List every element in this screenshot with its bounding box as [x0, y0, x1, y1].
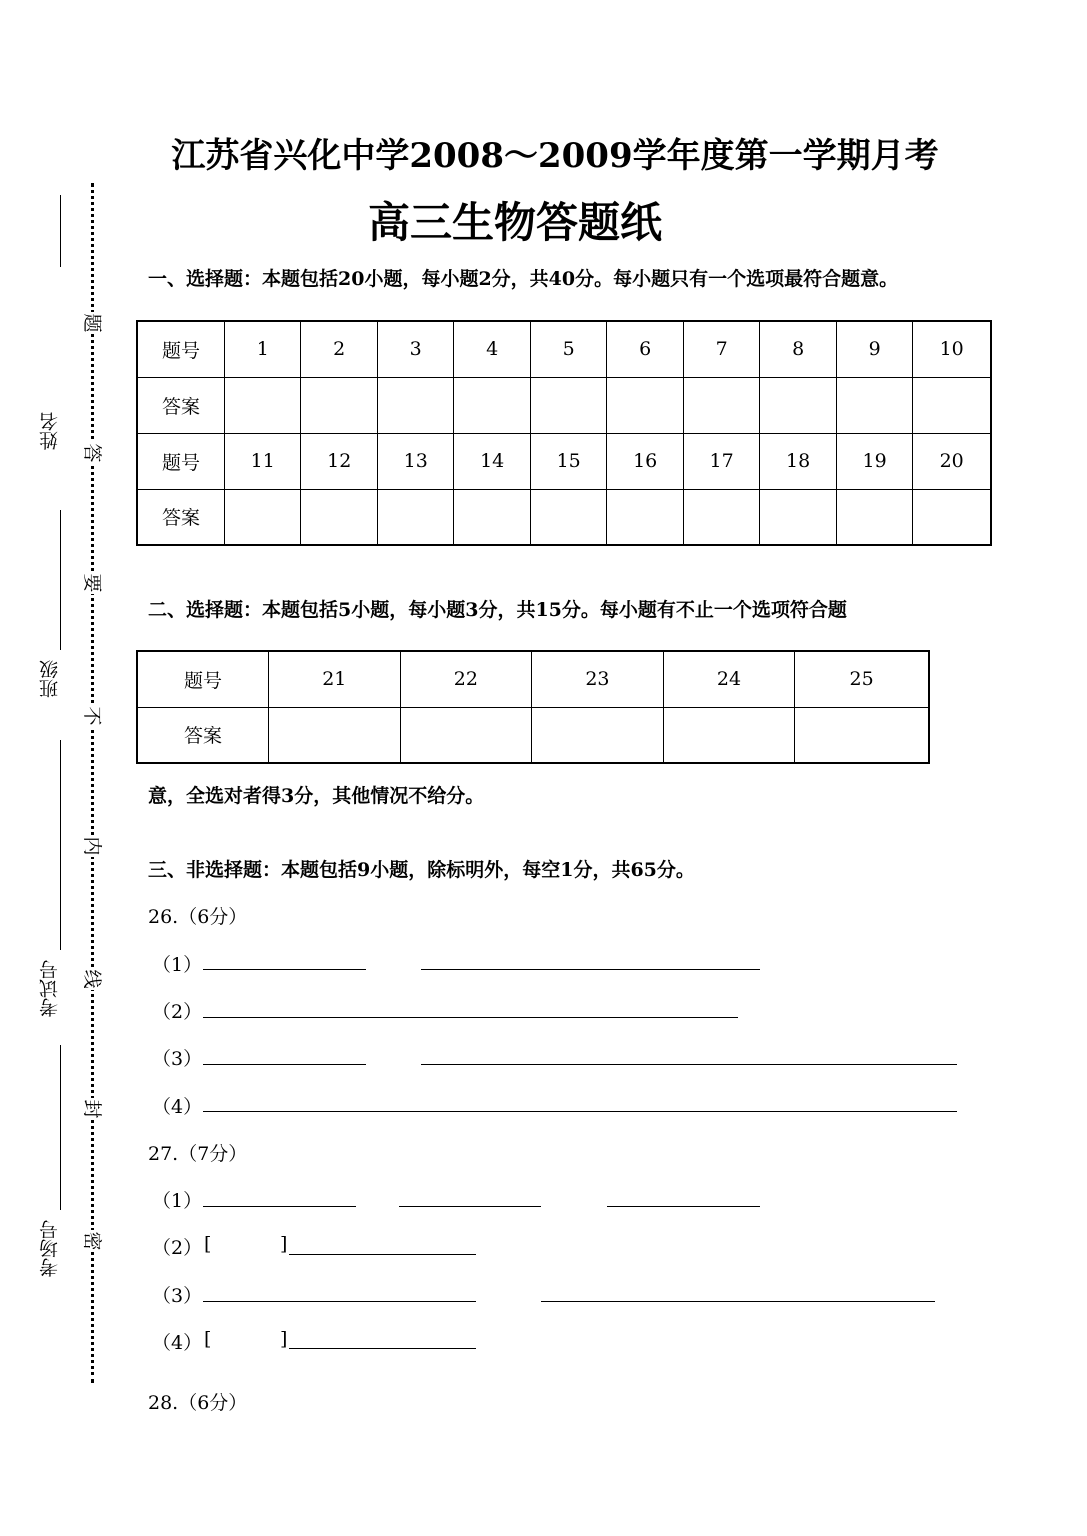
- field-exam-number: 考试号: [39, 960, 61, 1017]
- question-number-cell: 22: [400, 651, 532, 707]
- question-number-cell: 17: [683, 433, 759, 489]
- section2-answer-table: [136, 650, 930, 764]
- question-number-cell: 14: [454, 433, 530, 489]
- question-number-cell: 9: [836, 321, 912, 377]
- answer-cell[interactable]: [663, 707, 795, 763]
- q26-part-3-label: （3）: [152, 1048, 203, 1070]
- field-line-4: [60, 1045, 61, 1210]
- q27-2-blank[interactable]: [289, 1254, 476, 1255]
- answer-cell[interactable]: [225, 377, 301, 433]
- section3-heading: 三、非选择题：本题包括9小题，除标明外，每空1分，共65分。: [148, 859, 695, 881]
- field-class: 班级: [39, 660, 61, 698]
- answer-cell[interactable]: [454, 489, 530, 545]
- binding-dotted-line: [91, 183, 94, 1383]
- q27-2-bracket-open: [: [204, 1233, 212, 1255]
- q26-4-blank[interactable]: [203, 1111, 957, 1112]
- page-subtitle: 高三生物答题纸: [367, 198, 662, 247]
- q27-4-blank[interactable]: [289, 1348, 476, 1349]
- warning-char: 题: [81, 313, 103, 333]
- question-number-cell: 5: [530, 321, 606, 377]
- q26-part-2-label: （2）: [152, 1001, 203, 1023]
- answer-cell[interactable]: [607, 489, 683, 545]
- question-number-cell: 25: [795, 651, 929, 707]
- q26-1-blank-a[interactable]: [203, 969, 366, 970]
- field-line-2: [60, 510, 61, 650]
- question-number-cell: 12: [301, 433, 377, 489]
- answer-cell[interactable]: [377, 377, 453, 433]
- q26-part-4-label: （4）: [152, 1096, 203, 1118]
- answer-cell[interactable]: [836, 489, 912, 545]
- answer-cell[interactable]: [683, 377, 759, 433]
- section1-heading: 一、选择题：本题包括20小题，每小题2分，共40分。每小题只有一个选项最符合题意。: [148, 268, 899, 290]
- question-number-cell: 3: [377, 321, 453, 377]
- label-answer: 答案: [137, 707, 269, 763]
- q27-1-blank-a[interactable]: [203, 1206, 356, 1207]
- question-number-cell: 6: [607, 321, 683, 377]
- question-number-cell: 1: [225, 321, 301, 377]
- answer-cell[interactable]: [269, 707, 401, 763]
- warning-char: 要: [81, 573, 103, 593]
- question-number-cell: 24: [663, 651, 795, 707]
- answer-cell[interactable]: [913, 489, 991, 545]
- q26-2-blank[interactable]: [203, 1017, 738, 1018]
- question-number-cell: 10: [913, 321, 991, 377]
- section2-heading: 二、选择题：本题包括5小题，每小题3分，共15分。每小题有不止一个选项符合题: [148, 599, 847, 621]
- warning-char: 密: [81, 1231, 103, 1251]
- q28-title: 28.（6分）: [148, 1392, 248, 1414]
- q27-1-blank-c[interactable]: [607, 1206, 760, 1207]
- answer-cell[interactable]: [607, 377, 683, 433]
- label-question-number: 题号: [137, 321, 225, 377]
- q26-3-blank-a[interactable]: [203, 1064, 366, 1065]
- question-number-cell: 11: [225, 433, 301, 489]
- q26-1-blank-b[interactable]: [421, 969, 760, 970]
- warning-char: 线: [81, 969, 103, 989]
- q27-4-bracket-close: ]: [280, 1328, 288, 1350]
- answer-cell[interactable]: [301, 377, 377, 433]
- question-number-cell: 15: [530, 433, 606, 489]
- answer-cell[interactable]: [683, 489, 759, 545]
- q27-3-blank-a[interactable]: [203, 1301, 476, 1302]
- answer-cell[interactable]: [530, 377, 606, 433]
- warning-char: 答: [81, 443, 103, 463]
- warning-char: 不: [81, 706, 103, 726]
- question-number-cell: 19: [836, 433, 912, 489]
- question-number-cell: 21: [269, 651, 401, 707]
- field-name: 姓名: [39, 412, 61, 450]
- q26-part-1-label: （1）: [152, 954, 203, 976]
- answer-cell[interactable]: [913, 377, 991, 433]
- answer-cell[interactable]: [795, 707, 929, 763]
- answer-cell[interactable]: [377, 489, 453, 545]
- q26-3-blank-b[interactable]: [421, 1064, 957, 1065]
- q26-title: 26.（6分）: [148, 906, 248, 928]
- question-number-cell: 13: [377, 433, 453, 489]
- question-number-cell: 4: [454, 321, 530, 377]
- q27-2-bracket-close: ]: [280, 1233, 288, 1255]
- answer-cell[interactable]: [760, 377, 836, 433]
- question-number-cell: 18: [760, 433, 836, 489]
- label-question-number: 题号: [137, 433, 225, 489]
- question-number-cell: 20: [913, 433, 991, 489]
- label-answer: 答案: [137, 377, 225, 433]
- question-number-cell: 23: [532, 651, 664, 707]
- section1-answer-table: [136, 320, 992, 546]
- q27-part-1-label: （1）: [152, 1190, 203, 1212]
- question-number-cell: 2: [301, 321, 377, 377]
- field-line-3: [60, 740, 61, 950]
- field-room-number: 考场号: [39, 1220, 61, 1277]
- label-question-number: 题号: [137, 651, 269, 707]
- warning-char: 内: [81, 836, 103, 856]
- answer-cell[interactable]: [530, 489, 606, 545]
- q27-part-2-label: （2）: [152, 1237, 203, 1259]
- question-number-cell: 8: [760, 321, 836, 377]
- answer-cell[interactable]: [225, 489, 301, 545]
- q27-part-4-label: （4）: [152, 1332, 203, 1354]
- warning-char: 封: [81, 1099, 103, 1119]
- q27-3-blank-b[interactable]: [541, 1301, 935, 1302]
- q27-part-3-label: （3）: [152, 1285, 203, 1307]
- question-number-cell: 16: [607, 433, 683, 489]
- question-number-cell: 7: [683, 321, 759, 377]
- q27-title: 27.（7分）: [148, 1143, 248, 1165]
- q27-4-bracket-open: [: [204, 1328, 212, 1350]
- label-answer: 答案: [137, 489, 225, 545]
- answer-cell[interactable]: [532, 707, 664, 763]
- answer-cell[interactable]: [836, 377, 912, 433]
- answer-cell[interactable]: [760, 489, 836, 545]
- page-title: 江苏省兴化中学2008～2009学年度第一学期月考: [171, 136, 939, 176]
- answer-cell[interactable]: [454, 377, 530, 433]
- section2-heading-continued: 意，全选对者得3分，其他情况不给分。: [148, 785, 485, 807]
- answer-cell[interactable]: [400, 707, 532, 763]
- answer-cell[interactable]: [301, 489, 377, 545]
- q27-1-blank-b[interactable]: [399, 1206, 541, 1207]
